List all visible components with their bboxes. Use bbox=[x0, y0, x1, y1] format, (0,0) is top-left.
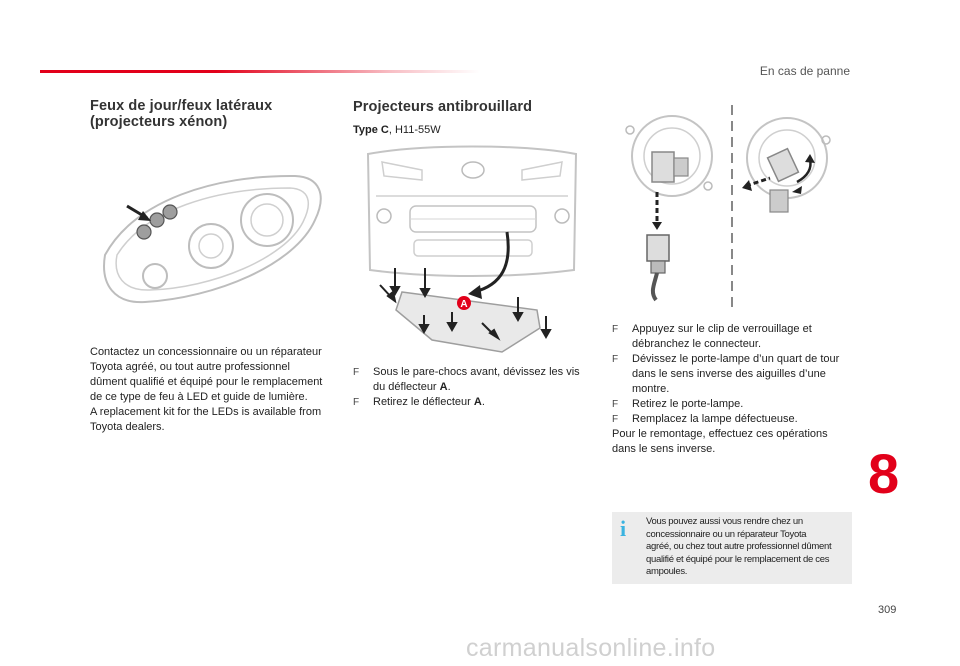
left-para-line2: Toyota agréé, ou tout autre professionnel bbox=[90, 361, 290, 373]
watermark: carmanualsonline.info bbox=[466, 634, 716, 662]
left-para-line3: dûment qualifié et équipé pour le remplacement bbox=[90, 376, 323, 388]
middle-step-1-bold: A bbox=[439, 381, 448, 393]
info-line4: qualifié et équipé pour le remplacement de ces bbox=[646, 553, 830, 565]
left-para-line6: Toyota dealers. bbox=[90, 421, 165, 433]
bulb-type-label: Type C bbox=[353, 124, 389, 136]
page-number: 309 bbox=[878, 604, 897, 616]
middle-step-2-text: Retirez le déflecteur bbox=[373, 396, 474, 408]
reassembly-note bbox=[612, 427, 857, 457]
middle-step-2-bold: A bbox=[473, 396, 482, 408]
left-heading bbox=[90, 98, 272, 130]
left-para-line4: de ce type de feu à LED et guide de lumière. bbox=[90, 391, 308, 403]
right-step-4-line1: Remplacez la lampe défectueuse. bbox=[632, 413, 798, 425]
bullet-mark: F bbox=[353, 367, 360, 378]
front-bumper-illustration bbox=[362, 140, 584, 360]
bullet-mark: F bbox=[612, 354, 619, 365]
middle-step-1 bbox=[353, 365, 593, 395]
bulb-type-line bbox=[353, 123, 441, 138]
header-accent-bar bbox=[40, 70, 480, 73]
bulb-type-value: , H11-55W bbox=[388, 124, 441, 136]
right-step-2 bbox=[612, 352, 857, 397]
info-line5: ampoules. bbox=[646, 566, 688, 577]
bullet-mark: F bbox=[612, 414, 619, 425]
right-step-1 bbox=[612, 322, 857, 352]
left-para-line1: Contactez un concessionnaire ou un réparateur bbox=[90, 346, 322, 358]
left-heading-line2: (projecteurs xénon) bbox=[90, 114, 228, 130]
bullet-mark: F bbox=[353, 397, 360, 408]
info-box bbox=[612, 512, 852, 584]
middle-step-2 bbox=[353, 395, 593, 410]
middle-steps-list bbox=[353, 365, 593, 410]
left-heading-line1: Feux de jour/feux latéraux bbox=[90, 98, 273, 114]
right-steps-list bbox=[612, 322, 857, 427]
right-step-3 bbox=[612, 397, 857, 412]
right-step-1-line2: débranchez le connecteur. bbox=[632, 338, 762, 350]
fog-lamps-heading: Projecteurs antibrouillard bbox=[353, 99, 533, 115]
right-step-1-line1: Appuyez sur le clip de verrouillage et bbox=[632, 323, 812, 335]
info-line1: Vous pouvez aussi vous rendre chez un bbox=[646, 516, 803, 527]
info-line2: concessionnaire ou un réparateur Toyota bbox=[646, 528, 807, 540]
bullet-mark: F bbox=[612, 399, 619, 410]
bullet-mark: F bbox=[612, 324, 619, 335]
reassembly-line1: Pour le remontage, effectuez ces opérations bbox=[612, 428, 828, 440]
section-title: En cas de panne bbox=[759, 64, 850, 78]
fog-lamp-connector-illustration bbox=[612, 100, 862, 315]
deflector-callout-a: A bbox=[460, 299, 468, 310]
middle-step-1-line1: Sous le pare-chocs avant, dévissez les vis bbox=[373, 366, 580, 378]
info-text bbox=[646, 516, 850, 579]
headlamp-illustration bbox=[95, 170, 335, 310]
right-step-3-line1: Retirez le porte-lampe. bbox=[632, 398, 744, 410]
middle-step-2-end: . bbox=[481, 396, 485, 408]
info-icon: i bbox=[620, 516, 627, 541]
middle-step-1-end: . bbox=[447, 381, 451, 393]
middle-step-1-line2: du déflecteur bbox=[373, 381, 440, 393]
right-step-4 bbox=[612, 412, 857, 427]
chapter-number: 8 bbox=[868, 442, 900, 505]
left-paragraph bbox=[90, 345, 340, 435]
right-step-2-line2: dans le sens inverse des aiguilles d’une bbox=[632, 368, 826, 380]
right-step-2-line1: Dévissez le porte-lampe d’un quart de tour bbox=[632, 353, 840, 365]
right-step-2-line3: montre. bbox=[632, 383, 670, 395]
left-para-line5: A replacement kit for the LEDs is available from bbox=[90, 406, 322, 418]
info-line3: agréé, ou chez tout autre professionnel dûment bbox=[646, 541, 832, 552]
reassembly-line2: dans le sens inverse. bbox=[612, 443, 716, 455]
